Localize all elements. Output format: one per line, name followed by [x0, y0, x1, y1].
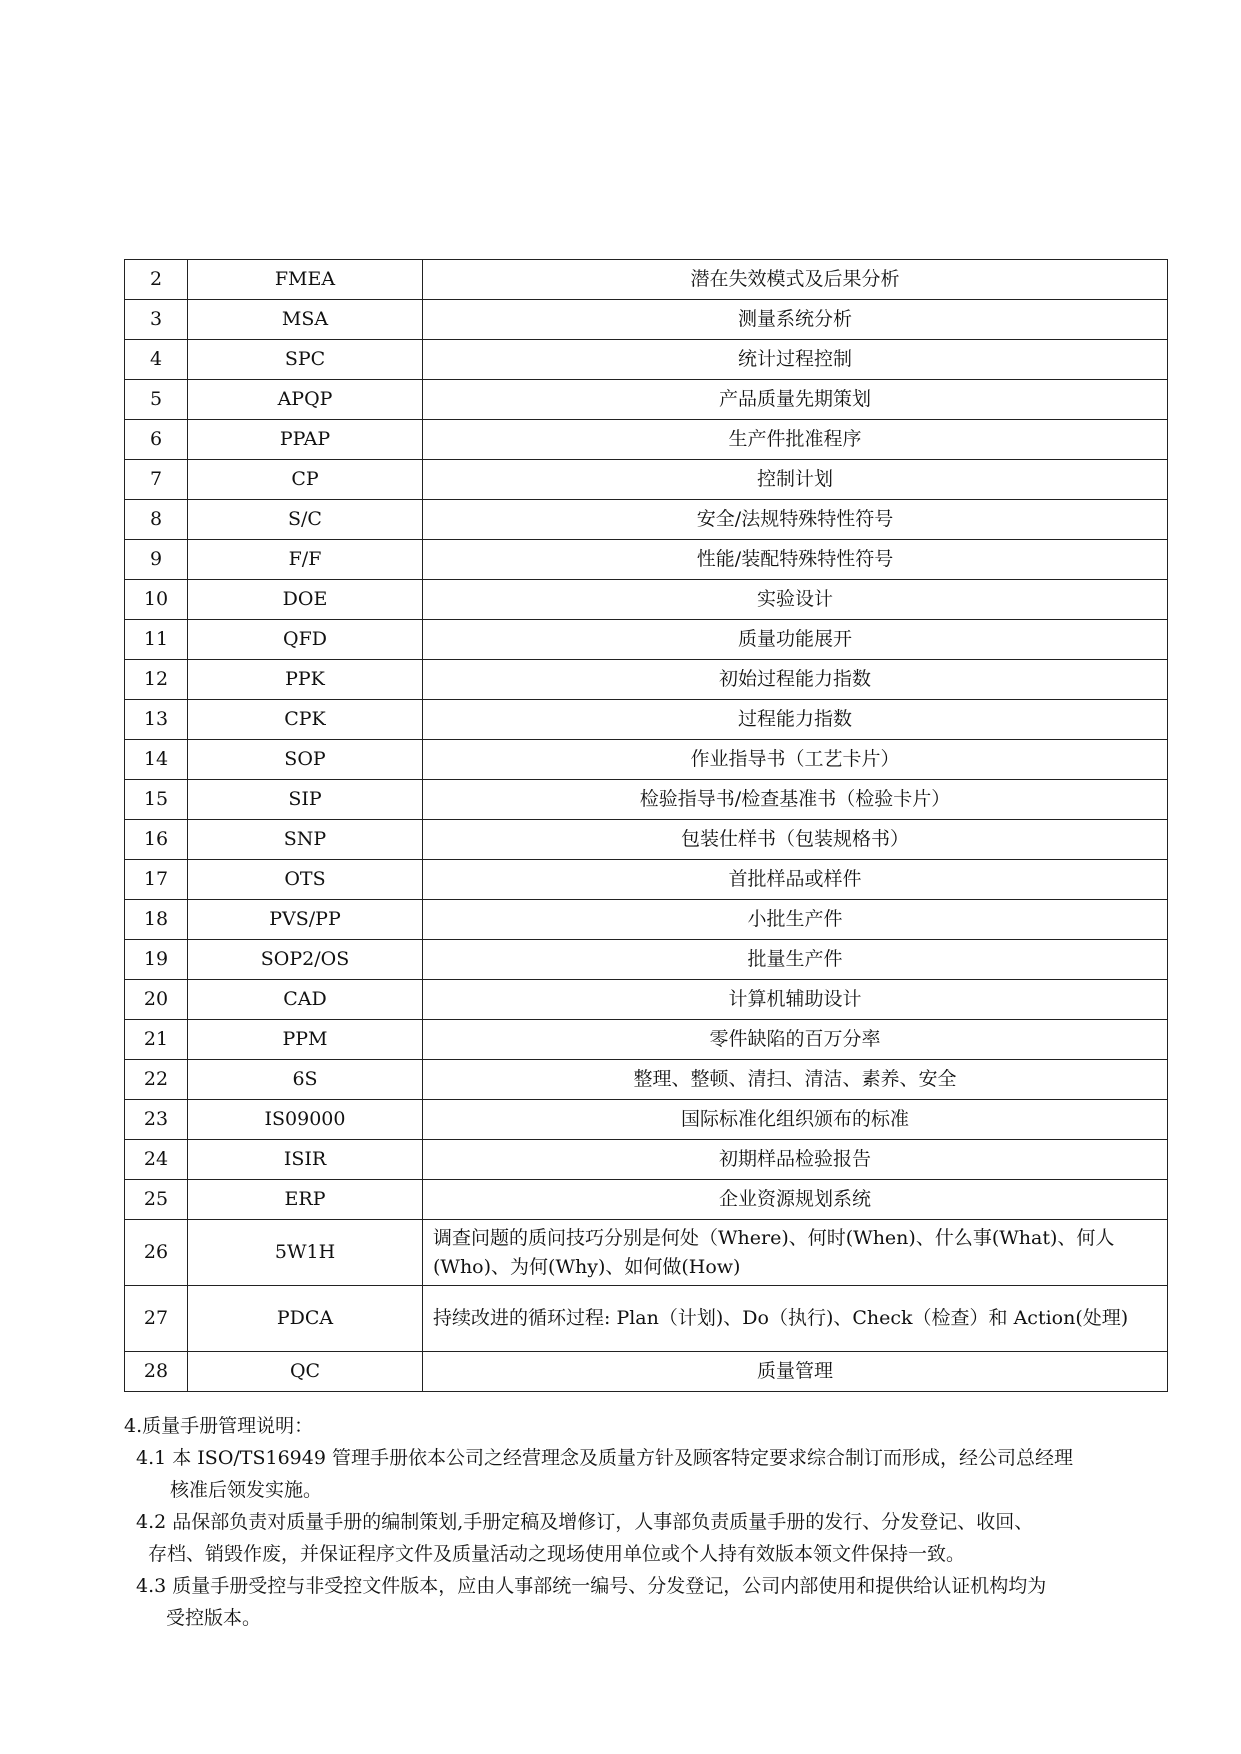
abbreviation-table [124, 259, 1168, 1392]
row-abbreviation: QFD [188, 620, 423, 660]
note-item-4-2-line2: 存档、销毁作废，并保证程序文件及质量活动之现场使用单位或个人持有效版本领文件保持一致。 [148, 1543, 966, 1565]
table-row [125, 500, 1168, 540]
row-number: 25 [125, 1180, 188, 1220]
row-meaning: 生产件批准程序 [423, 420, 1168, 460]
row-abbreviation: PDCA [188, 1286, 423, 1352]
row-abbreviation: S/C [188, 500, 423, 540]
table-row [125, 980, 1168, 1020]
table-row [125, 340, 1168, 380]
table-row [125, 540, 1168, 580]
row-abbreviation: SOP2/OS [188, 940, 423, 980]
row-abbreviation: DOE [188, 580, 423, 620]
table-row [125, 300, 1168, 340]
row-number: 26 [125, 1220, 188, 1286]
row-number: 22 [125, 1060, 188, 1100]
row-number: 21 [125, 1020, 188, 1060]
table-row [125, 860, 1168, 900]
row-abbreviation: APQP [188, 380, 423, 420]
row-meaning: 安全/法规特殊特性符号 [423, 500, 1168, 540]
table-row [125, 380, 1168, 420]
row-number: 11 [125, 620, 188, 660]
row-meaning: 质量功能展开 [423, 620, 1168, 660]
row-meaning: 计算机辅助设计 [423, 980, 1168, 1020]
note-item-4-3-line1: 4.3 质量手册受控与非受控文件版本，应由人事部统一编号、分发登记，公司内部使用和提供给认证机构均为 [136, 1575, 1047, 1597]
row-number: 23 [125, 1100, 188, 1140]
row-number: 6 [125, 420, 188, 460]
row-abbreviation: CPK [188, 700, 423, 740]
manual-management-notes [124, 1410, 1168, 1634]
table-row [125, 780, 1168, 820]
table-row [125, 1020, 1168, 1060]
table-row [125, 580, 1168, 620]
table-row [125, 420, 1168, 460]
table-row [125, 700, 1168, 740]
row-number: 17 [125, 860, 188, 900]
row-number: 3 [125, 300, 188, 340]
table-row [125, 820, 1168, 860]
note-item-4-3 [124, 1570, 1168, 1634]
row-abbreviation: F/F [188, 540, 423, 580]
row-abbreviation: PPK [188, 660, 423, 700]
note-item-4-1 [124, 1442, 1168, 1506]
table-row [125, 1286, 1168, 1352]
table-row [125, 1060, 1168, 1100]
row-number: 2 [125, 260, 188, 300]
row-number: 28 [125, 1352, 188, 1392]
row-meaning: 检验指导书/检查基准书（检验卡片） [423, 780, 1168, 820]
table-row [125, 460, 1168, 500]
row-abbreviation: IS09000 [188, 1100, 423, 1140]
row-meaning: 首批样品或样件 [423, 860, 1168, 900]
row-abbreviation: PVS/PP [188, 900, 423, 940]
table-row [125, 1140, 1168, 1180]
row-abbreviation: CP [188, 460, 423, 500]
row-abbreviation: CAD [188, 980, 423, 1020]
row-meaning: 产品质量先期策划 [423, 380, 1168, 420]
note-item-4-2-line1: 4.2 品保部负责对质量手册的编制策划,手册定稿及增修订，人事部负责质量手册的发行、分发登记、收回、 [136, 1511, 1034, 1533]
row-abbreviation: 5W1H [188, 1220, 423, 1286]
row-meaning: 包装仕样书（包装规格书） [423, 820, 1168, 860]
table-row [125, 940, 1168, 980]
row-abbreviation: SPC [188, 340, 423, 380]
row-number: 4 [125, 340, 188, 380]
row-number: 16 [125, 820, 188, 860]
row-meaning: 初期样品检验报告 [423, 1140, 1168, 1180]
row-number: 14 [125, 740, 188, 780]
row-number: 15 [125, 780, 188, 820]
row-meaning: 过程能力指数 [423, 700, 1168, 740]
row-number: 18 [125, 900, 188, 940]
note-item-4-1-line2: 核准后领发实施。 [170, 1479, 323, 1501]
row-meaning: 潜在失效模式及后果分析 [423, 260, 1168, 300]
row-meaning: 初始过程能力指数 [423, 660, 1168, 700]
row-number: 10 [125, 580, 188, 620]
row-meaning: 性能/装配特殊特性符号 [423, 540, 1168, 580]
table-row [125, 260, 1168, 300]
row-abbreviation: SNP [188, 820, 423, 860]
abbreviation-table-body [125, 260, 1168, 1392]
table-row [125, 620, 1168, 660]
row-meaning: 质量管理 [423, 1352, 1168, 1392]
row-abbreviation: QC [188, 1352, 423, 1392]
row-abbreviation: PPAP [188, 420, 423, 460]
row-number: 5 [125, 380, 188, 420]
row-abbreviation: MSA [188, 300, 423, 340]
table-row [125, 1100, 1168, 1140]
row-meaning: 实验设计 [423, 580, 1168, 620]
table-row [125, 1220, 1168, 1286]
notes-heading: 4.质量手册管理说明： [124, 1415, 314, 1437]
table-row [125, 1180, 1168, 1220]
row-meaning: 零件缺陷的百万分率 [423, 1020, 1168, 1060]
row-number: 8 [125, 500, 188, 540]
row-meaning: 调查问题的质问技巧分别是何处（Where)、何时(When)、什么事(What)、何人(Who)、为何(Why)、如何做(How) [423, 1220, 1168, 1286]
row-meaning: 持续改进的循环过程: Plan（计划)、Do（执行)、Check（检查）和 Action(处理) [423, 1286, 1168, 1352]
row-abbreviation: PPM [188, 1020, 423, 1060]
row-number: 20 [125, 980, 188, 1020]
note-item-4-1-line1: 4.1 本 ISO/TS16949 管理手册依本公司之经营理念及质量方针及顾客特定要求综合制订而形成，经公司总经理 [136, 1447, 1073, 1469]
row-meaning: 测量系统分析 [423, 300, 1168, 340]
row-number: 27 [125, 1286, 188, 1352]
table-row [125, 660, 1168, 700]
row-abbreviation: ISIR [188, 1140, 423, 1180]
row-meaning: 整理、整顿、清扫、清洁、素养、安全 [423, 1060, 1168, 1100]
note-item-4-2 [124, 1506, 1168, 1570]
row-meaning: 统计过程控制 [423, 340, 1168, 380]
row-abbreviation: 6S [188, 1060, 423, 1100]
row-meaning: 控制计划 [423, 460, 1168, 500]
row-abbreviation: SIP [188, 780, 423, 820]
row-abbreviation: ERP [188, 1180, 423, 1220]
row-meaning: 国际标准化组织颁布的标准 [423, 1100, 1168, 1140]
table-row [125, 1352, 1168, 1392]
row-number: 9 [125, 540, 188, 580]
row-meaning: 小批生产件 [423, 900, 1168, 940]
row-abbreviation: SOP [188, 740, 423, 780]
row-number: 7 [125, 460, 188, 500]
row-abbreviation: OTS [188, 860, 423, 900]
row-number: 12 [125, 660, 188, 700]
row-meaning: 批量生产件 [423, 940, 1168, 980]
row-number: 24 [125, 1140, 188, 1180]
row-number: 19 [125, 940, 188, 980]
note-item-4-3-line2: 受控版本。 [166, 1607, 262, 1629]
table-row [125, 900, 1168, 940]
row-number: 13 [125, 700, 188, 740]
row-meaning: 企业资源规划系统 [423, 1180, 1168, 1220]
table-row [125, 740, 1168, 780]
row-meaning: 作业指导书（工艺卡片） [423, 740, 1168, 780]
row-abbreviation: FMEA [188, 260, 423, 300]
